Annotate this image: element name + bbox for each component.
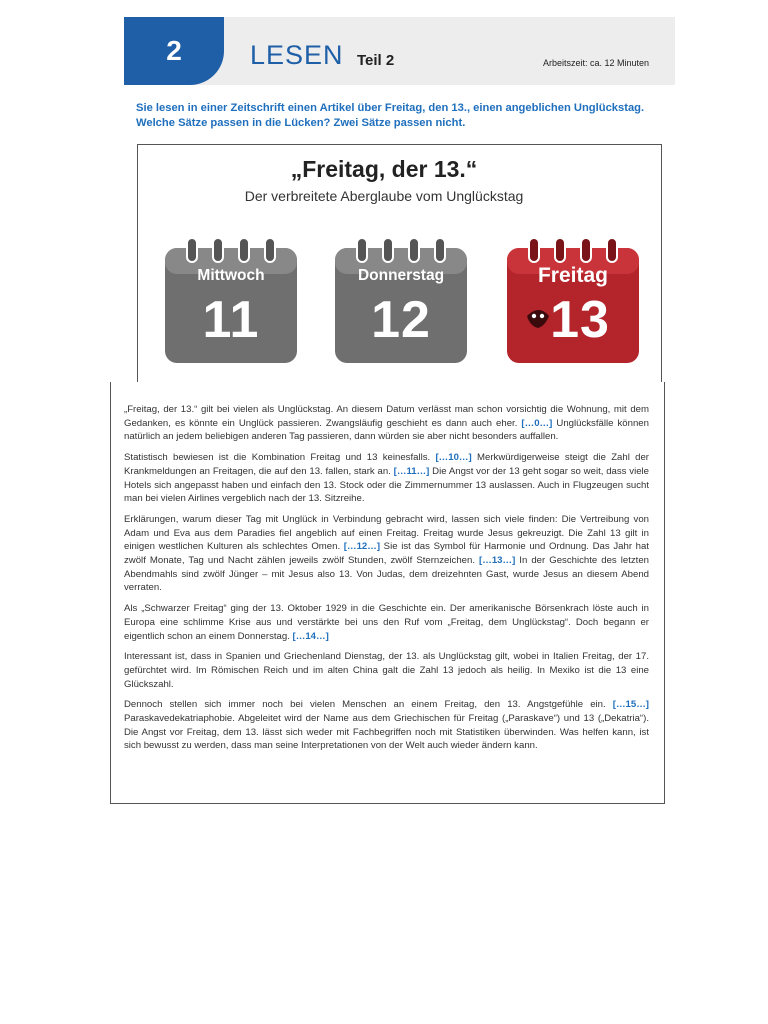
paragraph (124, 602, 649, 643)
text-span: Als „Schwarzer Freitag“ ging der 13. Oktober 1929 in die Geschichte ein. Der amerikanische Börsenkrach löste auch in Europa eine schlimme Krise aus und verstärkte bei uns den Ruf vom „Freitag, dem Unglückstag“. Doch begann er eigentlich schon an einem Donnerstag. (124, 603, 649, 642)
paragraph: Interessant ist, dass in Spanien und Griechenland Dienstag, der 13. als Unglückstag gilt, wobei in Italien Freitag, der 17. gefürchtet wird. Im Römischen Reich und im alten China galt die Zahl 13 jedoch als heilig. In Mexiko ist die 13 eine Glückszahl. (124, 651, 649, 690)
figure-subtitle: Der verbreitete Aberglaube vom Unglückstag (244, 188, 524, 204)
calendar-friday (505, 238, 641, 365)
calendar-day: Mittwoch (197, 267, 265, 284)
text-span: Merkwürdigerweise steigt die Zahl der Krankmeldungen an Freitagen, die auf den 13. fallen, stark an. (124, 452, 649, 477)
gap-marker-13[interactable]: […13…] (479, 555, 516, 567)
gap-marker-0[interactable]: […0…] (521, 417, 553, 429)
gap-marker-12[interactable]: […12…] (343, 541, 381, 553)
calendar-number: 12 (371, 291, 431, 349)
text-span: „Freitag, der 13.“ gilt bei vielen als Unglückstag. An diesem Datum verlässt man schon vorsichtig die Wohnung, mit dem Gedanken, es könnte ein Unglück passieren. Zwangsläufig geschieht es dann auch eher. (124, 404, 649, 429)
paragraph (124, 451, 649, 506)
gap-marker-10[interactable]: […10…] (435, 452, 472, 464)
gap-marker-15[interactable]: […15…] (612, 699, 649, 711)
calendar-number: 13 (550, 291, 610, 349)
calendar-wednesday (163, 238, 299, 365)
paragraph (124, 698, 649, 753)
section-number: 2 (124, 17, 224, 85)
calendar-thursday (333, 238, 469, 365)
text-span: Die Angst vor der 13 geht sogar so weit, dass viele Hotels sich angepasst haben und einfach den 13. Stock oder die Zimmernummer 13 auslassen. Auch in Flugzeugen sucht man bei vielen Airlines vergeblich nach der 13. Sitzreihe. (124, 465, 650, 505)
paragraph (124, 403, 649, 444)
text-span: In der Geschichte des letzten Abendmahls sind zwölf Jünger – mit Jesus also 13. Von Judas, dem dreizehnten Gast, wurde Jesus an diesem Abend verraten. (124, 555, 650, 594)
gap-marker-11[interactable]: […11…] (393, 465, 430, 477)
calendar-day: Donnerstag (357, 267, 445, 284)
calendar-day: Freitag (537, 264, 608, 287)
text-span: Dennoch stellen sich immer noch bei vielen Menschen an einem Freitag, den 13. Angstgefühle ein. (124, 699, 613, 711)
text-span: Statistisch bewiesen ist die Kombination Freitag und 13 keinesfalls. (124, 452, 436, 464)
article-text (124, 403, 649, 760)
paragraph (124, 513, 649, 595)
time-label: Arbeitszeit: ca. 12 Minuten (543, 58, 650, 68)
section-title: LESEN (250, 40, 344, 70)
text-span: Erklärungen, warum dieser Tag mit Unglück in Verbindung gebracht wird, lassen sich viele finden: Die Vertreibung von Adam und Eva aus dem Paradies fiel angeblich auf einen Freitag. Freitag wurde Jesus gekreuzigt. Die Zahl 13 gilt in einigen westlichen Kulturen als schlechtes Omen. (124, 513, 649, 553)
instructions: Sie lesen in einer Zeitschrift einen Artikel über Freitag, den 13., einen angeblichen Unglückstag. Welche Sätze passen in die Lücken? Zwei Sätze passen nicht. (136, 102, 645, 129)
text-span: Paraskavedekatriaphobie. Abgeleitet wird der Name aus dem Griechischen für Freitag („Paraskave“) und 13 („Dekatria“). Die Angst vor Freitag, dem 13. lässt sich weder mit Fachbegriffen noch mit Statistiken überwinden. Was helfen kann, ist sich bewusst zu werden, dass man seine Interpretationen von der Welt auch wieder ändern kann. (124, 713, 649, 752)
figure-title: „Freitag, der 13.“ (290, 156, 478, 182)
gap-marker-14[interactable]: […14…] (292, 630, 329, 642)
part-label: Teil 2 (357, 52, 395, 69)
calendar-number: 11 (202, 291, 260, 349)
text-span: Sie ist das Symbol für Harmonie und Ordnung. Das Jahr hat zwölf Monate, Tag und Nacht zählen jeweils zwölf Stunden, zwölf Sternzeichen. (124, 541, 649, 567)
text-span: Unglücksfälle können natürlich an jedem beliebigen anderen Tag passieren, dann würden sie aber nicht besonders auffallen. (124, 417, 649, 443)
